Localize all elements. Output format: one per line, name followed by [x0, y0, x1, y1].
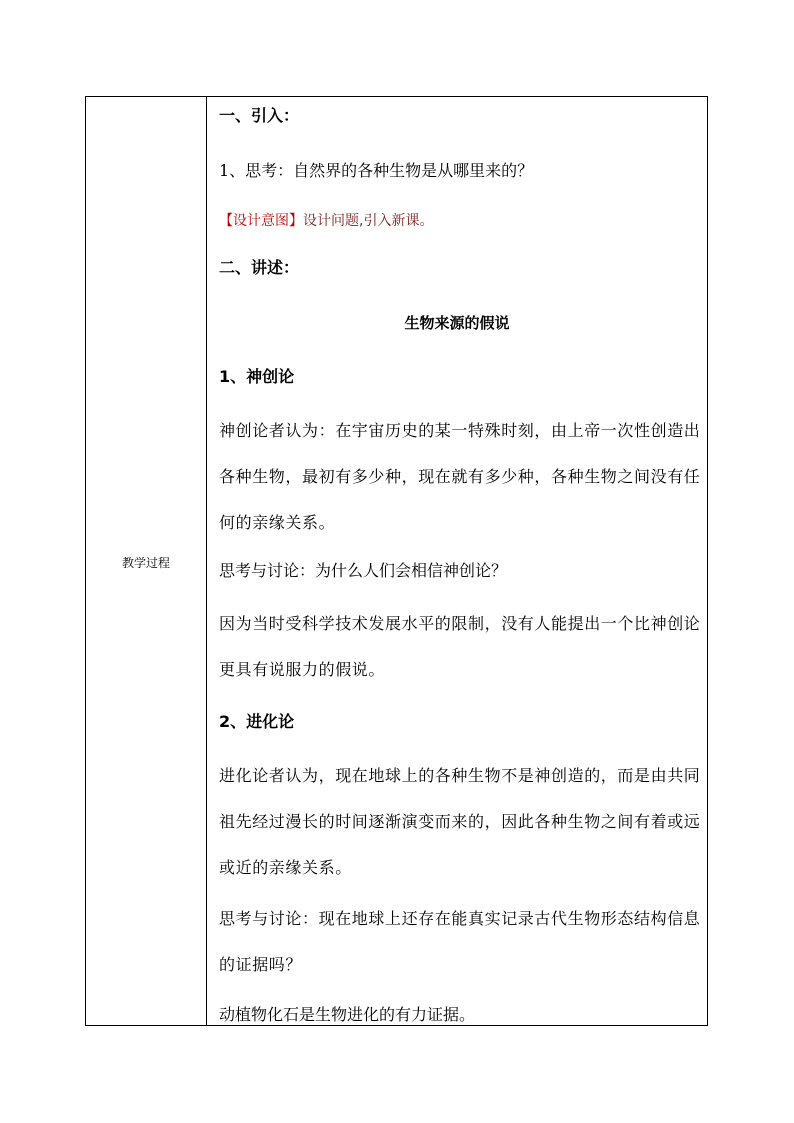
creationism-paragraph: 神创论者认为：在宇宙历史的某一特殊时刻，由上帝一次性创造出各种生物，最初有多少种，现在就有多少种，各种生物之间没有任何的亲缘关系。: [219, 421, 701, 532]
lesson-table: [85, 96, 708, 1026]
label-cell: [86, 97, 207, 1026]
design-intent-tag: 【设计意图】: [219, 213, 303, 229]
creationism-discussion: 思考与讨论：为什么人们会相信神创论？: [219, 561, 508, 580]
section-lecture-heading: 二、讲述：: [219, 258, 300, 277]
evolution-answer: 动植物化石是生物进化的有力证据。: [219, 1005, 476, 1024]
evolution-discussion: 思考与讨论：现在地球上还存在能真实记录古代生物形态结构信息的证据吗？: [219, 909, 701, 974]
lecture-title: 生物来源的假说: [404, 314, 510, 332]
evolution-paragraph: 进化论者认为，现在地球上的各种生物不是神创造的，而是由共同祖先经过漫长的时间逐渐演变而来的，因此各种生物之间有着或远或近的亲缘关系。: [219, 766, 701, 877]
row-label: 教学过程: [121, 555, 170, 570]
content-cell: [207, 97, 708, 1026]
evolution-heading: 2、进化论: [219, 712, 295, 731]
creationism-heading: 1、神创论: [219, 367, 295, 386]
design-intent: [219, 209, 699, 233]
creationism-answer: 因为当时受科学技术发展水平的限制，没有人能提出一个比神创论更具有说服力的假说。: [219, 614, 701, 679]
section-intro-heading: 一、引入：: [219, 106, 300, 125]
design-intent-text: 设计问题,引入新课。: [303, 213, 434, 229]
intro-question: 1、思考：自然界的各种生物是从哪里来的？: [219, 161, 534, 180]
